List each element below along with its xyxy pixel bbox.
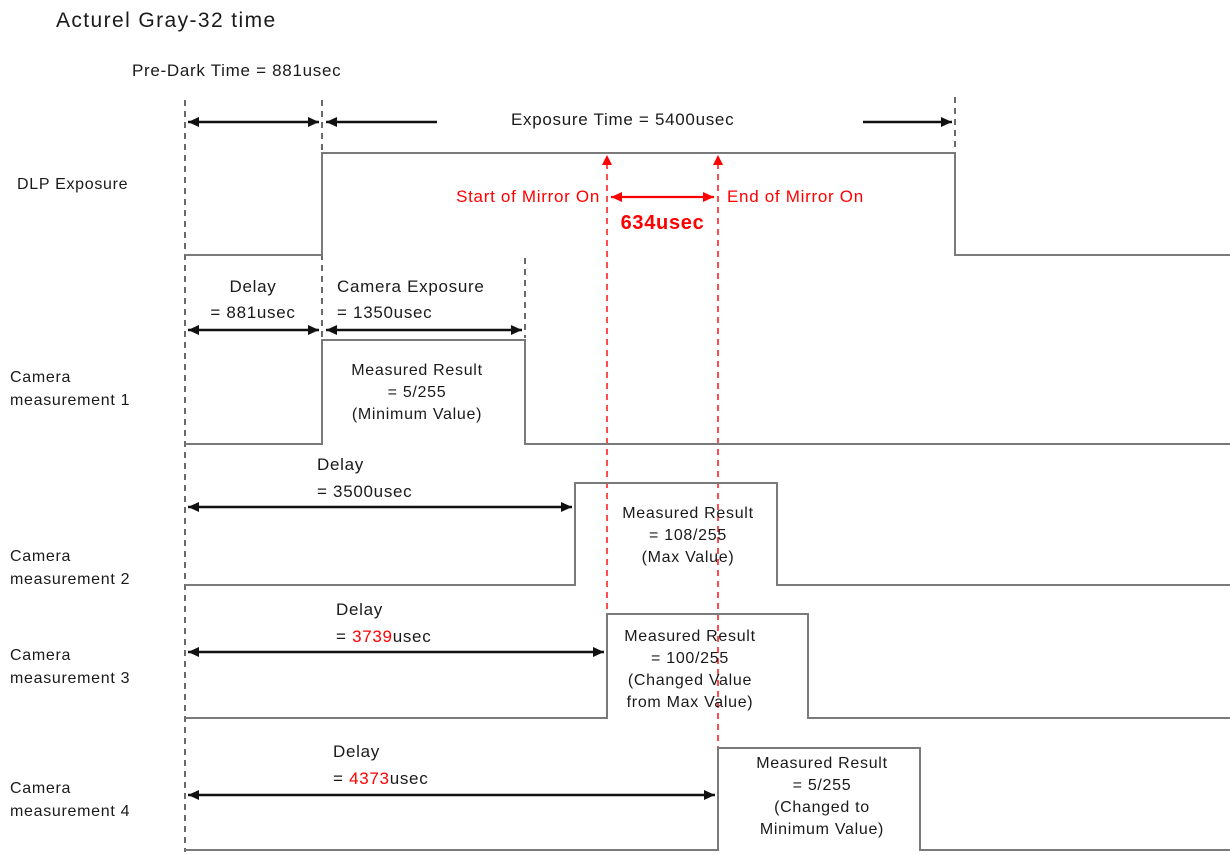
row-label-camera-4 xyxy=(10,777,130,823)
row-label-line: Camera xyxy=(10,369,72,386)
delay-value: = 881usec xyxy=(210,303,296,322)
mirror-start-label: Start of Mirror On xyxy=(456,187,600,206)
row-label-line: Camera xyxy=(10,647,72,664)
cam1-delay-label xyxy=(188,274,318,326)
delay-prefix: = xyxy=(333,769,350,788)
result-line: Measured Result xyxy=(624,628,756,645)
row-label-dlp-exposure: DLP Exposure xyxy=(17,176,129,193)
result-line: = 100/255 xyxy=(651,650,729,667)
result-line: = 5/255 xyxy=(792,777,852,794)
delay-value xyxy=(333,765,428,792)
row-label-line: measurement 4 xyxy=(10,803,131,820)
cam3-measured-result xyxy=(600,626,780,714)
cam1-exposure-label xyxy=(337,274,485,326)
delay-title: Delay xyxy=(336,600,383,619)
delay-suffix: usec xyxy=(392,627,432,646)
delay-number-red: 3739 xyxy=(352,627,393,646)
row-label-line: measurement 3 xyxy=(10,670,131,687)
result-line: Measured Result xyxy=(351,362,483,379)
result-line: Measured Result xyxy=(622,505,754,522)
row-label-camera-3 xyxy=(10,644,130,690)
result-line: Minimum Value) xyxy=(759,821,885,838)
cam4-delay-label xyxy=(333,738,428,792)
row-label-line: measurement 1 xyxy=(10,392,131,409)
result-line: = 5/255 xyxy=(387,384,447,401)
exposure-title: Camera Exposure xyxy=(337,277,485,296)
page-title: Acturel Gray-32 time xyxy=(56,9,277,32)
result-line: (Max Value) xyxy=(641,549,735,566)
mirror-end-arrowhead-icon xyxy=(713,155,723,165)
dlp-exposure-waveform xyxy=(185,153,1230,255)
result-line: = 108/255 xyxy=(649,527,727,544)
delay-title: Delay xyxy=(317,455,364,474)
pre-dark-time-label: Pre-Dark Time = 881usec xyxy=(132,61,342,80)
cam3-delay-label xyxy=(336,596,431,650)
delay-title: Delay xyxy=(229,277,277,296)
row-label-line: Camera xyxy=(10,780,72,797)
row-label-line: measurement 2 xyxy=(10,571,131,588)
cam2-measured-result xyxy=(598,503,778,569)
row-label-line: Camera xyxy=(10,548,72,565)
delay-suffix: usec xyxy=(389,769,429,788)
row-label-camera-2 xyxy=(10,545,130,591)
cam1-measured-result xyxy=(327,360,507,426)
result-line: from Max Value) xyxy=(626,694,754,711)
result-line: Measured Result xyxy=(756,755,888,772)
delay-title: Delay xyxy=(333,742,380,761)
exposure-time-label: Exposure Time = 5400usec xyxy=(511,110,735,129)
mirror-start-arrowhead-icon xyxy=(602,155,612,165)
result-line: (Minimum Value) xyxy=(351,406,483,423)
delay-value xyxy=(336,623,431,650)
result-line: (Changed Value xyxy=(627,672,753,689)
delay-number-red: 4373 xyxy=(349,769,390,788)
mirror-end-label: End of Mirror On xyxy=(727,187,864,206)
cam2-delay-label xyxy=(317,451,412,505)
row-label-camera-1 xyxy=(10,366,130,412)
result-line: (Changed to xyxy=(774,799,870,816)
exposure-value: = 1350usec xyxy=(337,303,433,322)
cam4-measured-result xyxy=(732,753,912,841)
mirror-duration-label: 634usec xyxy=(620,212,705,234)
delay-value: = 3500usec xyxy=(317,482,413,501)
delay-prefix: = xyxy=(336,627,353,646)
